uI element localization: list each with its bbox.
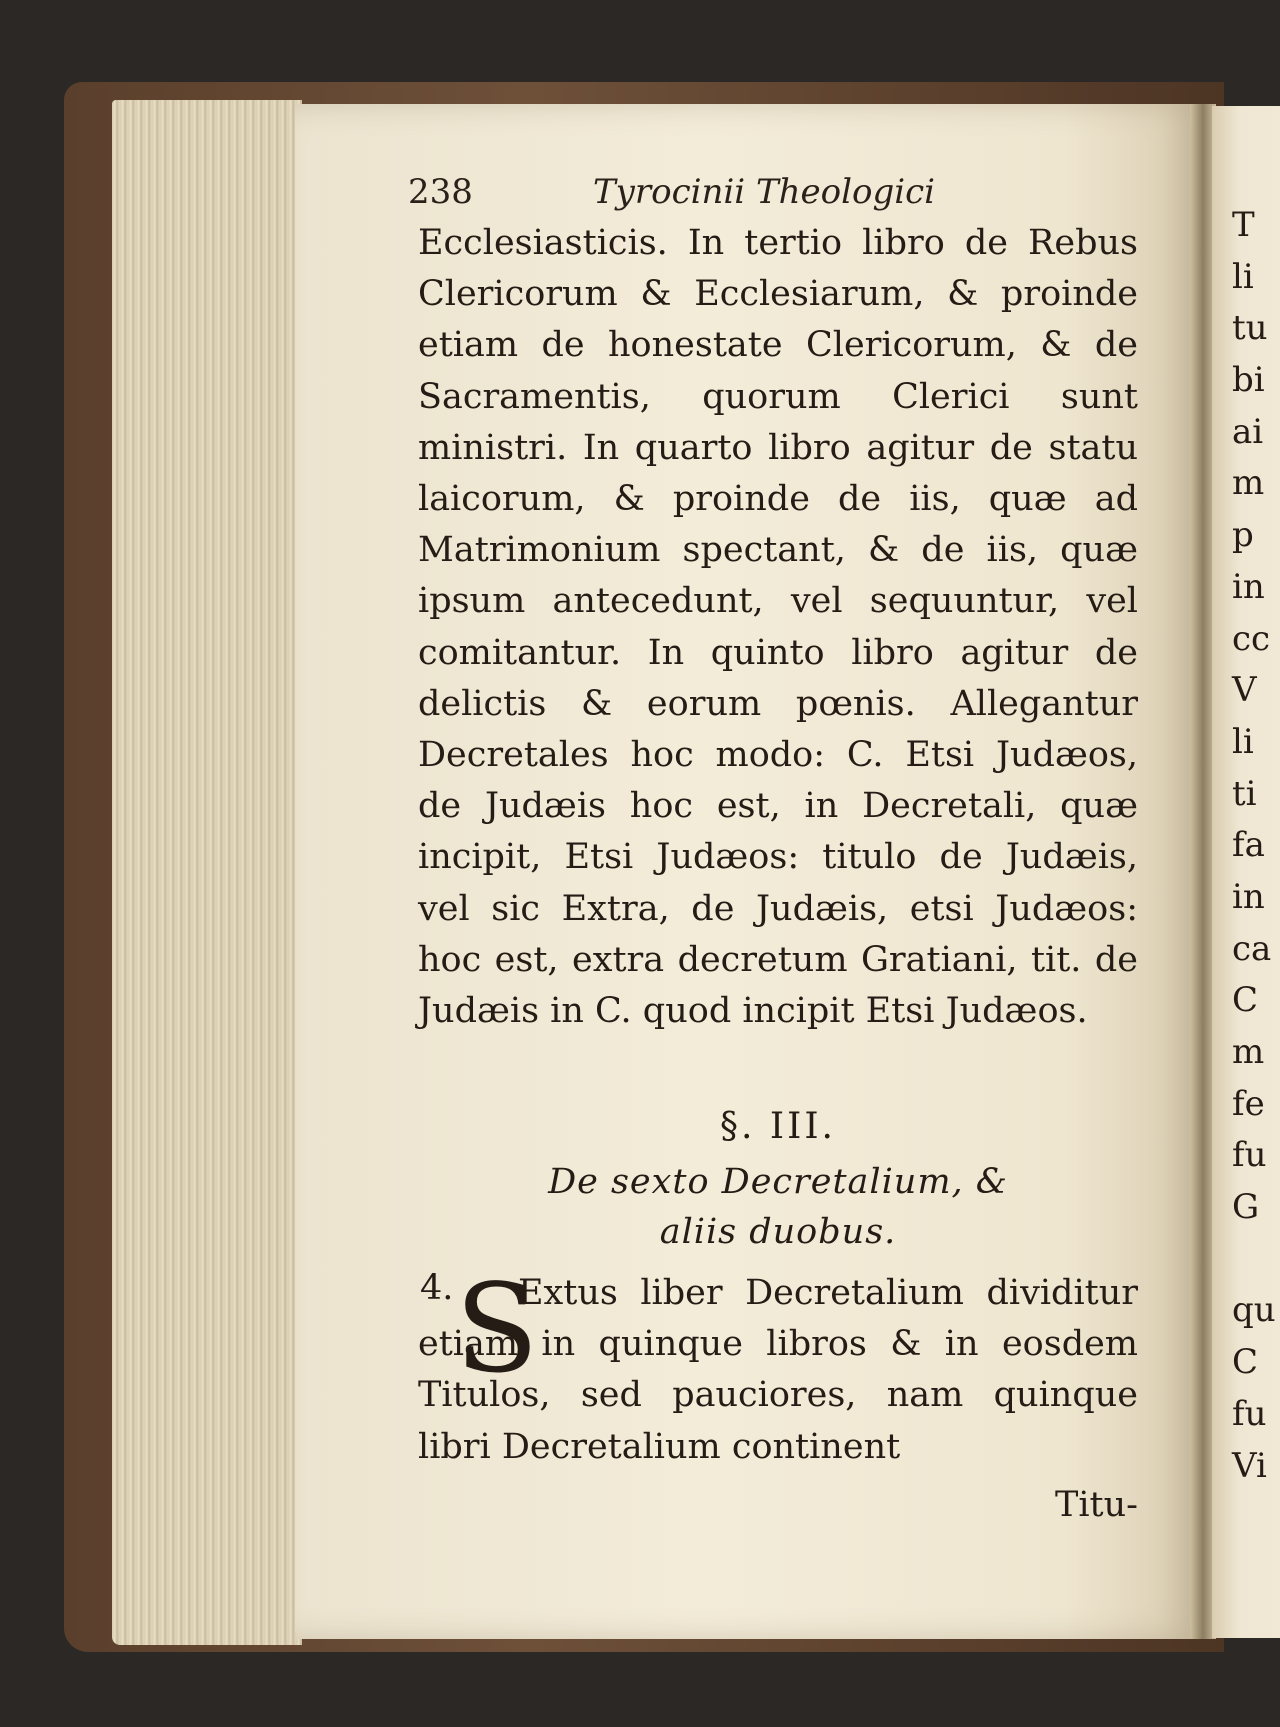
facing-page-fragment	[1232, 1234, 1276, 1286]
facing-page-fragment: C	[1232, 980, 1259, 1021]
facing-page-fragment: ca	[1232, 928, 1272, 969]
facing-page-fragment: m	[1232, 463, 1265, 504]
facing-page-fragment: ai	[1232, 411, 1264, 452]
facing-page-fragment: li	[1232, 721, 1254, 762]
facing-page-fragment: in	[1232, 876, 1265, 917]
facing-page-text	[1232, 200, 1276, 1492]
facing-page-fragment: qu	[1232, 1290, 1276, 1331]
facing-page-fragment: Vi	[1232, 1445, 1267, 1486]
paragraph-number: 4.	[420, 1268, 454, 1308]
facing-page-fragment: V	[1232, 670, 1257, 711]
facing-page-fragment: fe	[1232, 1083, 1265, 1124]
section-number: §. III.	[720, 1106, 836, 1147]
paragraph-2: Extus liber Decretalium dividitur etiam in quinque libros & in eosdem Titulos, sed pauciores, nam quinque libri Decretalium continent	[418, 1273, 1138, 1467]
facing-page-fragment: in	[1232, 566, 1265, 607]
facing-page-fragment: tu	[1232, 308, 1268, 349]
catchword: Titu-	[1055, 1485, 1138, 1525]
facing-page-fragment: T	[1232, 205, 1255, 245]
page-header	[408, 172, 1148, 220]
facing-page-fragment: G	[1232, 1187, 1260, 1228]
facing-page-fragment: ti	[1232, 773, 1257, 814]
page-edges	[112, 100, 302, 1645]
facing-page-fragment: li	[1232, 256, 1254, 297]
facing-page-fragment: m	[1232, 1032, 1265, 1072]
facing-page-fragment: fa	[1232, 825, 1265, 866]
facing-page-fragment: cc	[1232, 618, 1271, 659]
drop-cap: S	[455, 1258, 539, 1400]
facing-page-fragment: bi	[1232, 360, 1265, 401]
paragraph-1: Ecclesiasticis. In tertio libro de Rebus Clericorum & Ecclesiarum, & proinde etiam de honestate Clericorum, & de Sacramentis, quorum Clerici sunt ministri. In quarto libro agitur de statu laicorum, & proinde de iis, quæ ad Matrimonium spectant, & de iis, quæ ipsum antecedunt, vel sequuntur, vel comitantur. In quinto libro agitur de delictis & eorum pœnis. Allegantur Decretales hoc modo: C. Etsi Judæos, de Judæis hoc est, in Decretali, quæ incipit, Etsi Judæos: titulo de Judæis, vel sic Extra, de Judæis, etsi Judæos: hoc est, extra decretum Gratiani, tit. de Judæis in C. quod incipit Etsi Judæos.	[418, 223, 1138, 1032]
page-number: 238	[408, 172, 473, 212]
facing-page-fragment: p	[1232, 515, 1254, 556]
facing-page-fragment: fu	[1232, 1135, 1267, 1176]
facing-page-fragment: fu	[1232, 1393, 1267, 1434]
section-title-line-2: aliis duobus.	[659, 1212, 897, 1252]
section-title-line-1: De sexto Decretalium, &	[548, 1162, 1008, 1202]
running-title: Tyrocinii Theologici	[593, 172, 936, 212]
facing-page-fragment: C	[1232, 1342, 1259, 1383]
